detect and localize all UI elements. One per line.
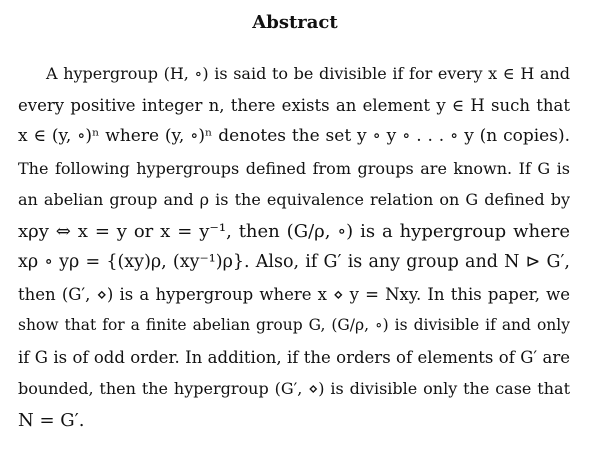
abstract-line-6: xρy ⇔ x = y or x = y⁻¹, then (G/ρ, ∘) is a hypergroup where: [18, 220, 570, 242]
abstract-line-12: N = G′.: [18, 409, 85, 431]
abstract-line-3: x ∈ (y, ∘)ⁿ where (y, ∘)ⁿ denotes the set y ∘ y ∘ . . . ∘ y (n copies).: [18, 126, 570, 146]
abstract-line-9: show that for a finite abelian group G, (G/ρ, ∘) is divisible if and only: [18, 316, 570, 334]
abstract-line-10: if G is of odd order. In addition, if the orders of elements of G′ are: [18, 347, 570, 367]
abstract-heading: Abstract: [252, 12, 338, 33]
abstract-line-8: then (G′, ⋄) is a hypergroup where x ⋄ y = Nxy. In this paper, we: [18, 284, 570, 304]
abstract-line-5: an abelian group and ρ is the equivalence relation on G defined by: [18, 190, 570, 209]
abstract-line-1: A hypergroup (H, ∘) is said to be divisible if for every x ∈ H and: [46, 64, 570, 83]
abstract-line-11: bounded, then the hypergroup (G′, ⋄) is divisible only the case that: [18, 379, 570, 398]
abstract-line-4: The following hypergroups defined from groups are known. If G is: [18, 158, 570, 178]
abstract-paragraph: [18, 58, 570, 436]
abstract-line-2: every positive integer n, there exists an element y ∈ H such that: [18, 95, 570, 115]
abstract-line-7: xρ ∘ yρ = {(xy)ρ, (xy⁻¹)ρ}. Also, if G′ is any group and N ⊳ G′,: [18, 252, 570, 272]
